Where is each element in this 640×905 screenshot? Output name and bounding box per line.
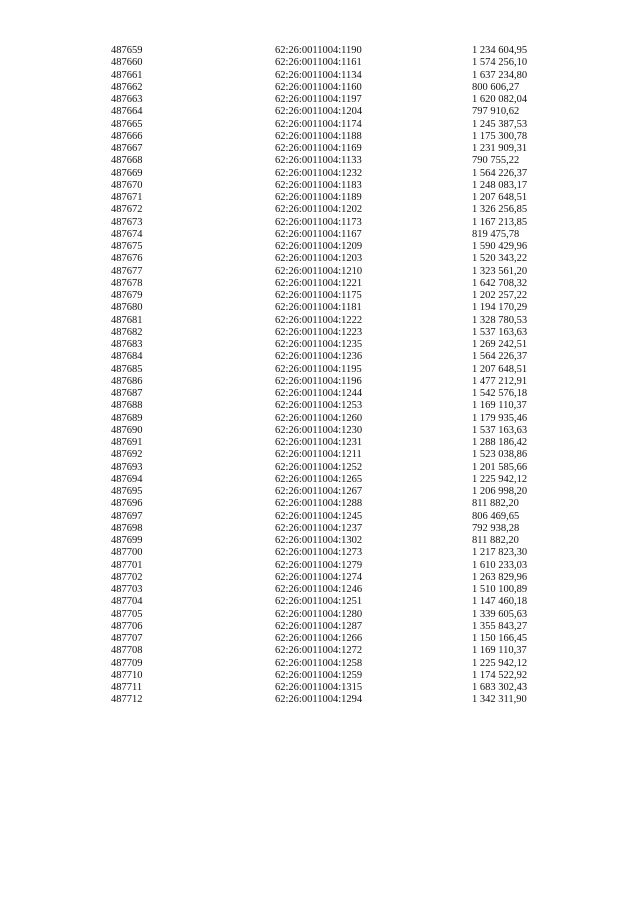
record-number-cell: 487700 bbox=[111, 547, 143, 559]
record-number-cell: 487705 bbox=[111, 608, 143, 620]
record-number-cell: 487692 bbox=[111, 449, 143, 461]
cadastral-number-cell: 62:26:0011004:1211 bbox=[275, 449, 362, 461]
cadastral-value-cell: 1 225 942,12 bbox=[472, 657, 528, 669]
record-number-cell: 487698 bbox=[111, 522, 143, 534]
record-number-cell: 487660 bbox=[111, 57, 143, 69]
record-number-cell: 487689 bbox=[111, 412, 143, 424]
cadastral-number-cell: 62:26:0011004:1203 bbox=[275, 253, 363, 265]
cadastral-number-cell: 62:26:0011004:1302 bbox=[275, 535, 363, 546]
cadastral-value-cell: 1 269 242,51 bbox=[472, 339, 528, 350]
table-row bbox=[111, 168, 561, 180]
cadastral-value-cell: 1 179 935,46 bbox=[472, 412, 528, 424]
cadastral-number-cell: 62:26:0011004:1230 bbox=[275, 424, 363, 436]
table-row bbox=[111, 498, 561, 510]
cadastral-number-cell: 62:26:0011004:1294 bbox=[275, 694, 363, 706]
table-row bbox=[111, 290, 561, 302]
cadastral-number-cell: 62:26:0011004:1197 bbox=[275, 94, 362, 105]
table-row bbox=[111, 82, 561, 94]
table-row bbox=[111, 241, 561, 253]
cadastral-value-cell: 1 542 576,18 bbox=[472, 388, 528, 399]
table-row bbox=[111, 253, 561, 265]
record-number-cell: 487675 bbox=[111, 241, 143, 252]
record-number-cell: 487699 bbox=[111, 535, 143, 546]
record-number-cell: 487663 bbox=[111, 94, 143, 105]
cadastral-number-cell: 62:26:0011004:1161 bbox=[275, 57, 362, 69]
cadastral-number-cell: 62:26:0011004:1167 bbox=[275, 228, 362, 240]
cadastral-number-cell: 62:26:0011004:1175 bbox=[275, 290, 362, 301]
cadastral-number-cell: 62:26:0011004:1274 bbox=[275, 571, 363, 583]
table-row bbox=[111, 131, 561, 143]
record-number-cell: 487676 bbox=[111, 253, 143, 265]
table-row bbox=[111, 155, 561, 167]
table-row bbox=[111, 94, 561, 106]
table-row bbox=[111, 278, 561, 290]
table-row bbox=[111, 57, 561, 69]
cadastral-number-cell: 62:26:0011004:1288 bbox=[275, 498, 363, 510]
record-number-cell: 487685 bbox=[111, 363, 143, 375]
cadastral-value-cell: 1 564 226,37 bbox=[472, 351, 528, 363]
cadastral-number-cell: 62:26:0011004:1223 bbox=[275, 326, 363, 338]
record-number-cell: 487694 bbox=[111, 473, 143, 485]
record-number-cell: 487696 bbox=[111, 498, 143, 510]
record-number-cell: 487697 bbox=[111, 510, 143, 522]
record-number-cell: 487674 bbox=[111, 228, 143, 240]
cadastral-value-cell: 1 620 082,04 bbox=[472, 94, 528, 105]
cadastral-value-cell: 1 328 780,53 bbox=[472, 314, 528, 326]
cadastral-value-cell: 792 938,28 bbox=[472, 522, 520, 534]
cadastral-value-cell: 1 245 387,53 bbox=[472, 118, 528, 130]
cadastral-number-cell: 62:26:0011004:1183 bbox=[275, 179, 362, 191]
cadastral-value-cell: 1 150 166,45 bbox=[472, 633, 528, 644]
table-row bbox=[111, 376, 561, 388]
table-row bbox=[111, 327, 561, 339]
cadastral-number-cell: 62:26:0011004:1160 bbox=[275, 81, 362, 93]
table-row bbox=[111, 229, 561, 241]
table-row bbox=[111, 217, 561, 229]
record-number-cell: 487711 bbox=[111, 682, 143, 693]
record-number-cell: 487659 bbox=[111, 45, 143, 56]
cadastral-number-cell: 62:26:0011004:1272 bbox=[275, 645, 363, 657]
cadastral-number-cell: 62:26:0011004:1246 bbox=[275, 584, 363, 595]
cadastral-value-cell: 1 263 829,96 bbox=[472, 571, 528, 583]
table-row bbox=[111, 694, 561, 706]
record-number-cell: 487667 bbox=[111, 143, 143, 154]
record-number-cell: 487672 bbox=[111, 204, 143, 216]
record-number-cell: 487695 bbox=[111, 486, 143, 497]
table-row bbox=[111, 462, 561, 474]
table-row bbox=[111, 302, 561, 314]
cadastral-number-cell: 62:26:0011004:1222 bbox=[275, 314, 363, 326]
cadastral-number-cell: 62:26:0011004:1181 bbox=[275, 302, 362, 314]
cadastral-value-cell: 1 523 038,86 bbox=[472, 449, 528, 461]
record-number-cell: 487703 bbox=[111, 584, 143, 595]
record-number-cell: 487693 bbox=[111, 461, 143, 473]
cadastral-number-cell: 62:26:0011004:1251 bbox=[275, 596, 363, 608]
cadastral-number-cell: 62:26:0011004:1258 bbox=[275, 657, 363, 669]
table-row bbox=[111, 143, 561, 155]
table-row bbox=[111, 658, 561, 670]
cadastral-number-cell: 62:26:0011004:1259 bbox=[275, 669, 363, 681]
cadastral-value-cell: 790 755,22 bbox=[472, 155, 520, 167]
table-row bbox=[111, 180, 561, 192]
cadastral-value-cell: 800 606,27 bbox=[472, 81, 520, 93]
table-row bbox=[111, 596, 561, 608]
record-number-cell: 487702 bbox=[111, 571, 143, 583]
record-number-cell: 487704 bbox=[111, 596, 143, 608]
table-row bbox=[111, 364, 561, 376]
table-row bbox=[111, 523, 561, 535]
table-row bbox=[111, 645, 561, 657]
cadastral-value-cell: 1 590 429,96 bbox=[472, 241, 528, 252]
cadastral-value-cell: 1 642 708,32 bbox=[472, 277, 528, 289]
cadastral-value-cell: 1 326 256,85 bbox=[472, 204, 528, 216]
cadastral-number-cell: 62:26:0011004:1237 bbox=[275, 522, 363, 534]
record-number-cell: 487661 bbox=[111, 69, 143, 81]
cadastral-value-cell: 1 323 561,20 bbox=[472, 265, 528, 277]
record-number-cell: 487665 bbox=[111, 118, 143, 130]
table-row bbox=[111, 535, 561, 547]
cadastral-value-cell: 1 147 460,18 bbox=[472, 596, 528, 608]
table-row bbox=[111, 192, 561, 204]
cadastral-number-cell: 62:26:0011004:1315 bbox=[275, 682, 363, 693]
table-row bbox=[111, 413, 561, 425]
table-row bbox=[111, 437, 561, 449]
table-row bbox=[111, 388, 561, 400]
cadastral-number-cell: 62:26:0011004:1260 bbox=[275, 412, 363, 424]
table-row bbox=[111, 351, 561, 363]
cadastral-value-cell: 1 574 256,10 bbox=[472, 57, 528, 69]
cadastral-number-cell: 62:26:0011004:1204 bbox=[275, 106, 363, 118]
cadastral-number-cell: 62:26:0011004:1189 bbox=[275, 192, 362, 203]
cadastral-value-cell: 819 475,78 bbox=[472, 228, 520, 240]
cadastral-number-cell: 62:26:0011004:1287 bbox=[275, 620, 363, 632]
cadastral-value-cell: 1 207 648,51 bbox=[472, 192, 528, 203]
record-number-cell: 487680 bbox=[111, 302, 143, 314]
table-row bbox=[111, 425, 561, 437]
cadastral-value-cell: 1 206 998,20 bbox=[472, 486, 528, 497]
cadastral-number-cell: 62:26:0011004:1196 bbox=[275, 375, 362, 387]
cadastral-number-cell: 62:26:0011004:1265 bbox=[275, 473, 363, 485]
cadastral-value-cell: 1 520 343,22 bbox=[472, 253, 528, 265]
cadastral-number-cell: 62:26:0011004:1236 bbox=[275, 351, 363, 363]
table-row bbox=[111, 486, 561, 498]
cadastral-value-cell: 1 339 605,63 bbox=[472, 608, 528, 620]
cadastral-number-cell: 62:26:0011004:1210 bbox=[275, 265, 363, 277]
record-number-cell: 487707 bbox=[111, 633, 143, 644]
cadastral-value-cell: 806 469,65 bbox=[472, 510, 520, 522]
record-number-cell: 487666 bbox=[111, 130, 143, 142]
record-number-cell: 487670 bbox=[111, 179, 143, 191]
cadastral-number-cell: 62:26:0011004:1174 bbox=[275, 118, 362, 130]
cadastral-number-cell: 62:26:0011004:1202 bbox=[275, 204, 363, 216]
table-row bbox=[111, 400, 561, 412]
table-row bbox=[111, 572, 561, 584]
table-row bbox=[111, 474, 561, 486]
record-number-cell: 487662 bbox=[111, 81, 143, 93]
cadastral-number-cell: 62:26:0011004:1188 bbox=[275, 130, 362, 142]
cadastral-number-cell: 62:26:0011004:1273 bbox=[275, 547, 363, 559]
table-row bbox=[111, 670, 561, 682]
table-row bbox=[111, 560, 561, 572]
table-row bbox=[111, 119, 561, 131]
cadastral-number-cell: 62:26:0011004:1173 bbox=[275, 216, 362, 228]
table-row bbox=[111, 45, 561, 57]
table-row bbox=[111, 584, 561, 596]
record-number-cell: 487682 bbox=[111, 326, 143, 338]
cadastral-value-cell: 1 202 257,22 bbox=[472, 290, 528, 301]
cadastral-value-cell: 1 201 585,66 bbox=[472, 461, 528, 473]
cadastral-number-cell: 62:26:0011004:1279 bbox=[275, 559, 363, 571]
record-number-cell: 487710 bbox=[111, 669, 143, 681]
cadastral-value-cell: 1 683 302,43 bbox=[472, 682, 528, 693]
cadastral-value-cell: 1 477 212,91 bbox=[472, 375, 528, 387]
table-row bbox=[111, 449, 561, 461]
cadastral-value-cell: 811 882,20 bbox=[472, 535, 519, 546]
cadastral-number-cell: 62:26:0011004:1245 bbox=[275, 510, 363, 522]
table-row bbox=[111, 266, 561, 278]
cadastral-value-table bbox=[111, 45, 561, 707]
record-number-cell: 487706 bbox=[111, 620, 143, 632]
record-number-cell: 487688 bbox=[111, 400, 143, 412]
cadastral-value-cell: 797 910,62 bbox=[472, 106, 520, 118]
cadastral-value-cell: 1 355 843,27 bbox=[472, 620, 528, 632]
cadastral-value-cell: 1 207 648,51 bbox=[472, 363, 528, 375]
cadastral-value-cell: 1 175 300,78 bbox=[472, 130, 528, 142]
cadastral-number-cell: 62:26:0011004:1252 bbox=[275, 461, 363, 473]
cadastral-number-cell: 62:26:0011004:1221 bbox=[275, 277, 363, 289]
table-row bbox=[111, 633, 561, 645]
record-number-cell: 487673 bbox=[111, 216, 143, 228]
table-row bbox=[111, 511, 561, 523]
table-row bbox=[111, 204, 561, 216]
record-number-cell: 487668 bbox=[111, 155, 143, 167]
cadastral-value-cell: 1 537 163,63 bbox=[472, 424, 528, 436]
record-number-cell: 487712 bbox=[111, 694, 143, 706]
record-number-cell: 487678 bbox=[111, 277, 143, 289]
record-number-cell: 487677 bbox=[111, 265, 143, 277]
table-row bbox=[111, 682, 561, 694]
cadastral-value-cell: 1 637 234,80 bbox=[472, 69, 528, 81]
cadastral-value-cell: 1 234 604,95 bbox=[472, 45, 528, 56]
cadastral-value-cell: 811 882,20 bbox=[472, 498, 519, 510]
cadastral-number-cell: 62:26:0011004:1209 bbox=[275, 241, 363, 252]
record-number-cell: 487690 bbox=[111, 424, 143, 436]
record-number-cell: 487687 bbox=[111, 388, 143, 399]
cadastral-number-cell: 62:26:0011004:1133 bbox=[275, 155, 362, 167]
table-row bbox=[111, 621, 561, 633]
cadastral-value-cell: 1 169 110,37 bbox=[472, 645, 527, 657]
cadastral-value-cell: 1 564 226,37 bbox=[472, 167, 528, 179]
cadastral-number-cell: 62:26:0011004:1232 bbox=[275, 167, 363, 179]
cadastral-number-cell: 62:26:0011004:1231 bbox=[275, 437, 363, 448]
record-number-cell: 487683 bbox=[111, 339, 143, 350]
record-number-cell: 487669 bbox=[111, 167, 143, 179]
table-row bbox=[111, 609, 561, 621]
cadastral-number-cell: 62:26:0011004:1253 bbox=[275, 400, 363, 412]
record-number-cell: 487691 bbox=[111, 437, 143, 448]
record-number-cell: 487684 bbox=[111, 351, 143, 363]
cadastral-number-cell: 62:26:0011004:1235 bbox=[275, 339, 363, 350]
cadastral-number-cell: 62:26:0011004:1267 bbox=[275, 486, 363, 497]
cadastral-number-cell: 62:26:0011004:1195 bbox=[275, 363, 362, 375]
table-row bbox=[111, 339, 561, 351]
record-number-cell: 487681 bbox=[111, 314, 143, 326]
cadastral-value-cell: 1 194 170,29 bbox=[472, 302, 528, 314]
record-number-cell: 487709 bbox=[111, 657, 143, 669]
record-number-cell: 487679 bbox=[111, 290, 143, 301]
cadastral-value-cell: 1 510 100,89 bbox=[472, 584, 528, 595]
cadastral-number-cell: 62:26:0011004:1266 bbox=[275, 633, 363, 644]
cadastral-number-cell: 62:26:0011004:1169 bbox=[275, 143, 362, 154]
cadastral-number-cell: 62:26:0011004:1280 bbox=[275, 608, 363, 620]
cadastral-value-cell: 1 174 522,92 bbox=[472, 669, 528, 681]
record-number-cell: 487671 bbox=[111, 192, 143, 203]
record-number-cell: 487664 bbox=[111, 106, 143, 118]
cadastral-value-cell: 1 169 110,37 bbox=[472, 400, 527, 412]
cadastral-value-cell: 1 537 163,63 bbox=[472, 326, 528, 338]
cadastral-value-cell: 1 342 311,90 bbox=[472, 694, 527, 706]
cadastral-value-cell: 1 167 213,85 bbox=[472, 216, 528, 228]
cadastral-value-cell: 1 225 942,12 bbox=[472, 473, 528, 485]
table-row bbox=[111, 106, 561, 118]
record-number-cell: 487708 bbox=[111, 645, 143, 657]
cadastral-value-cell: 1 288 186,42 bbox=[472, 437, 528, 448]
record-number-cell: 487701 bbox=[111, 559, 143, 571]
cadastral-value-cell: 1 248 083,17 bbox=[472, 179, 528, 191]
record-number-cell: 487686 bbox=[111, 375, 143, 387]
cadastral-value-cell: 1 217 823,30 bbox=[472, 547, 528, 559]
cadastral-number-cell: 62:26:0011004:1134 bbox=[275, 69, 362, 81]
table-row bbox=[111, 547, 561, 559]
cadastral-value-cell: 1 610 233,03 bbox=[472, 559, 528, 571]
cadastral-number-cell: 62:26:0011004:1244 bbox=[275, 388, 363, 399]
cadastral-value-cell: 1 231 909,31 bbox=[472, 143, 528, 154]
table-row bbox=[111, 70, 561, 82]
cadastral-number-cell: 62:26:0011004:1190 bbox=[275, 45, 362, 56]
table-row bbox=[111, 315, 561, 327]
